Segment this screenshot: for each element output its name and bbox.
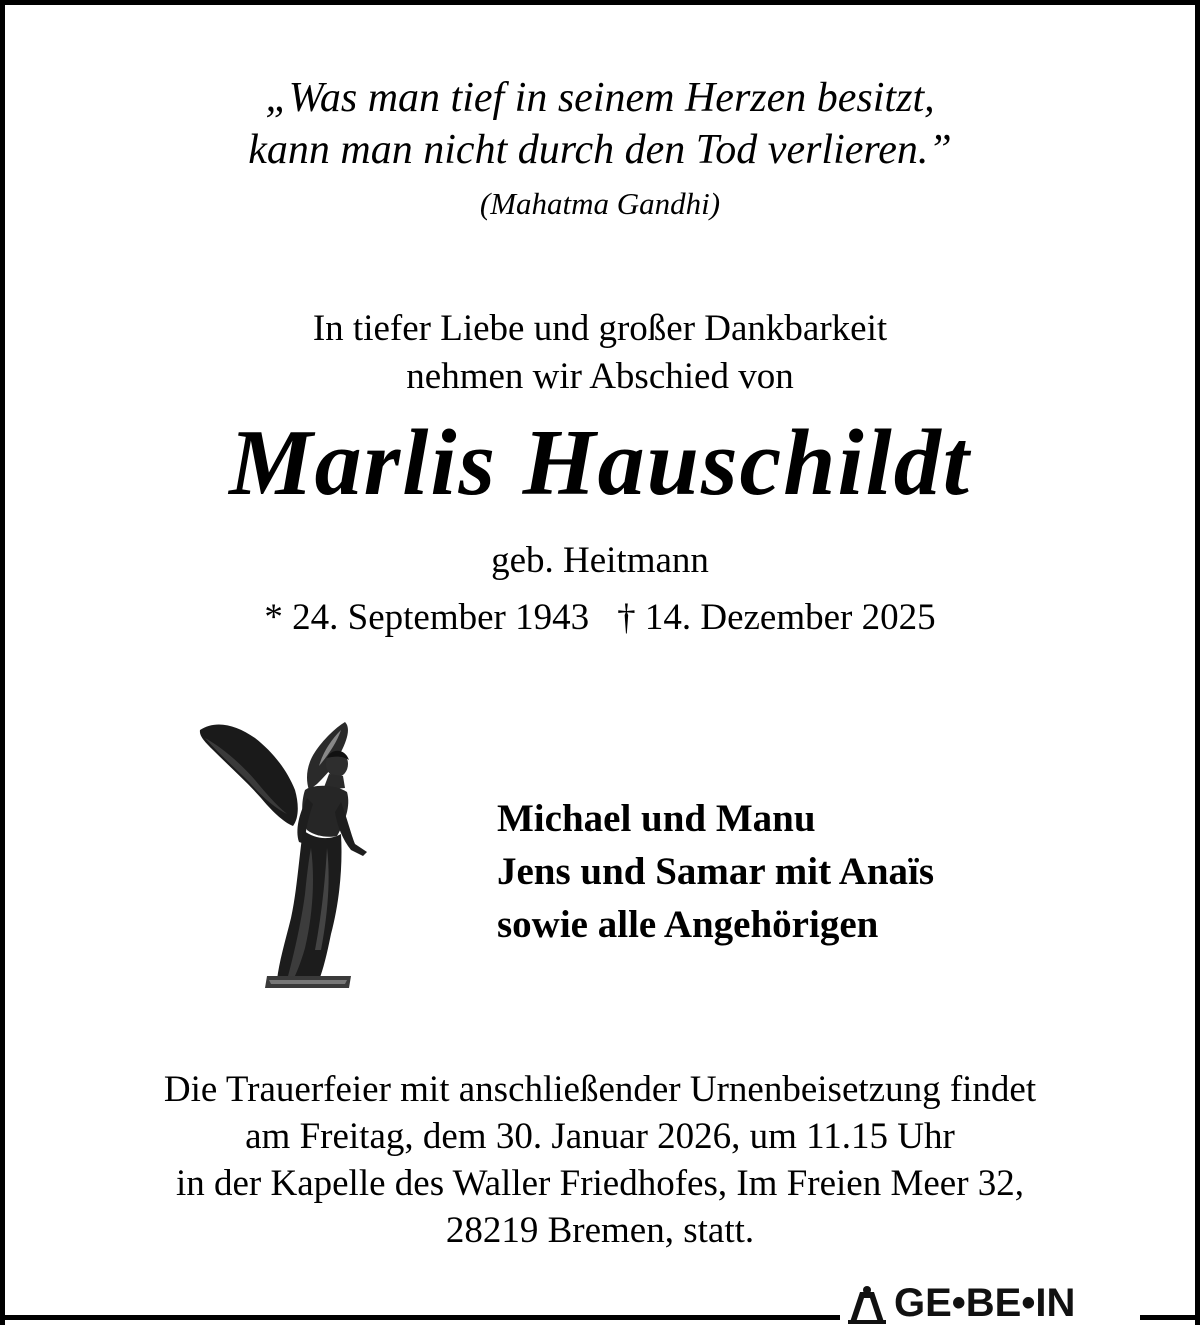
death-date: † 14. Dezember 2025 (617, 597, 936, 638)
birth-date: * 24. September 1943 (264, 597, 590, 638)
quote-line-2: kann man nicht durch den Tod verlieren.” (248, 127, 952, 173)
ceremony-line-1: Die Trauerfeier mit anschließender Urnenbeisetzung findet (163, 1069, 1037, 1110)
life-dates (0, 595, 1200, 641)
quote-author: (Mahatma Gandhi) (479, 186, 721, 221)
angel-statue-icon (195, 718, 370, 988)
deceased-name: Marlis Hauschildt (229, 411, 971, 515)
mourner-line: sowie alle Angehörigen (497, 903, 879, 946)
mourner-line: Michael und Manu (497, 797, 816, 840)
mourner-line: Jens und Samar mit Anaïs (497, 850, 935, 893)
intro-line-2: nehmen wir Abschied von (406, 356, 794, 397)
mourners-list (497, 792, 934, 951)
gebein-logo-icon (846, 1284, 888, 1324)
intro-line-1: In tiefer Liebe und großer Dankbarkeit (312, 308, 888, 349)
ceremony-line-2: am Freitag, dem 30. Januar 2026, um 11.15 Uhr (245, 1116, 955, 1157)
gebein-logo (846, 1282, 1136, 1325)
maiden-name: geb. Heitmann (491, 540, 709, 581)
gebein-logo-text: GE•BE•IN (894, 1281, 1076, 1325)
ceremony-line-4: 28219 Bremen, statt. (445, 1210, 755, 1251)
bottom-rule (1140, 1315, 1200, 1320)
bottom-rule (0, 1315, 840, 1320)
ceremony-line-3: in der Kapelle des Waller Friedhofes, Im Freien Meer 32, (175, 1163, 1025, 1204)
quote-line-1: „Was man tief in seinem Herzen besitzt, (265, 75, 935, 121)
